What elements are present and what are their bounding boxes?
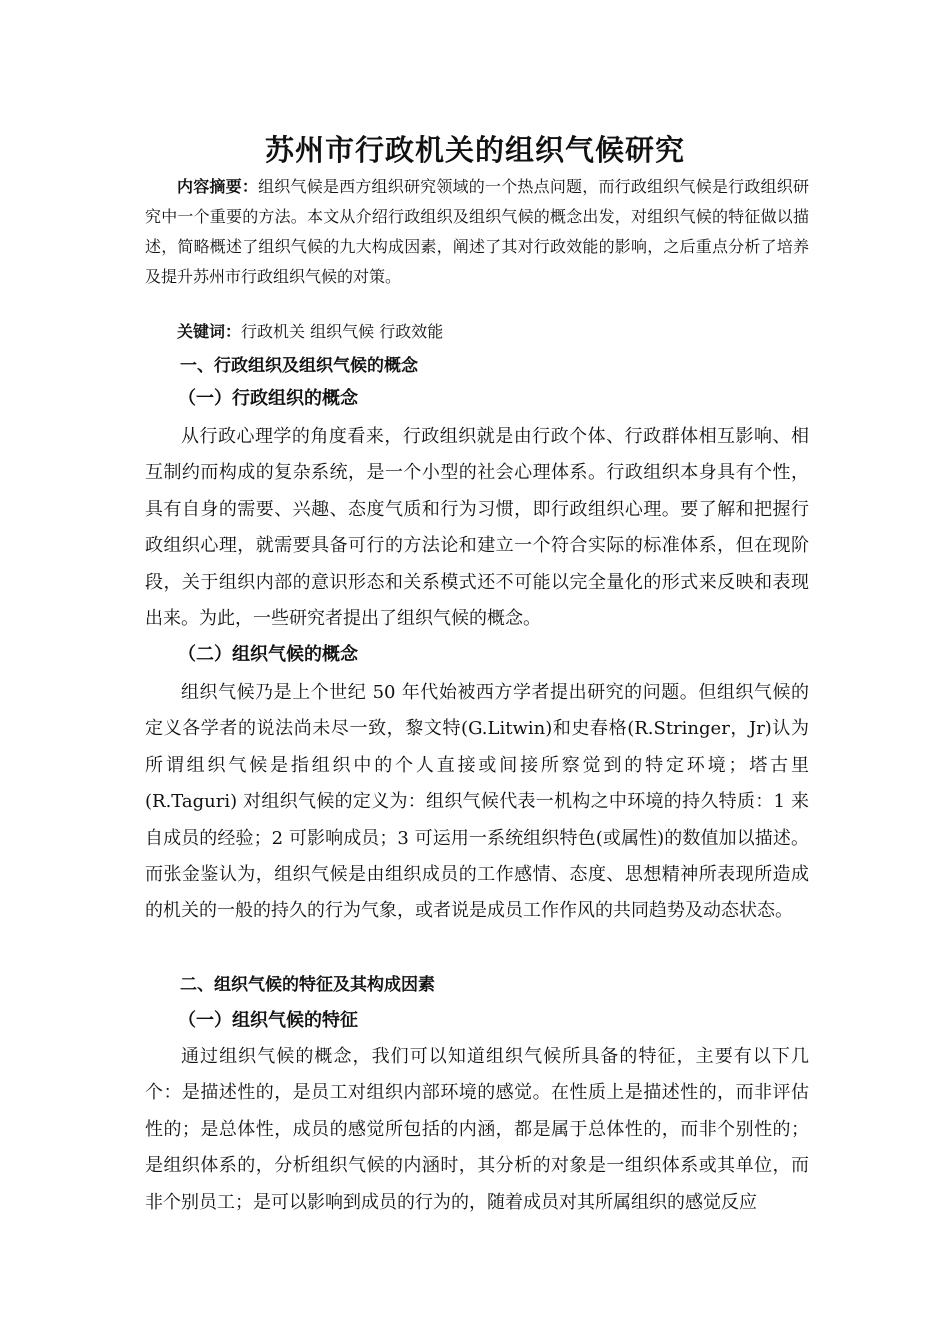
section-heading-2: 二、组织气候的特征及其构成因素 bbox=[180, 975, 435, 995]
abstract bbox=[145, 172, 809, 292]
keywords-label: 关键词： bbox=[177, 322, 242, 341]
document-title: 苏州市行政机关的组织气候研究 bbox=[264, 133, 685, 167]
subsection-heading-2-1: （一）组织气候的特征 bbox=[178, 1010, 358, 1031]
keywords bbox=[177, 318, 443, 346]
section-heading-1: 一、行政组织及组织气候的概念 bbox=[180, 356, 418, 376]
subsection-heading-1-1: （一）行政组织的概念 bbox=[178, 388, 358, 409]
subsection-heading-1-2: （二）组织气候的概念 bbox=[178, 644, 358, 665]
keywords-text: 行政机关 组织气候 行政效能 bbox=[241, 322, 444, 341]
paragraph-2-1: 通过组织气候的概念，我们可以知道组织气候所具备的特征，主要有以下几个：是描述性的，是员工对组织内部环境的感觉。在性质上是描述性的，而非评估性的；是总体性，成员的感觉所包括的内涵，都是属于总体性的，而非个别性的；是组织体系的，分析组织气候的内涵时，其分析的对象是一组织体系或其单位，而非个别员工；是可以影响到成员的行为的，随着成员对其所属组织的感觉反应 bbox=[145, 1046, 809, 1213]
paragraph-1-1: 从行政心理学的角度看来，行政组织就是由行政个体、行政群体相互影响、相互制约而构成的复杂系统，是一个小型的社会心理体系。行政组织本身具有个性，具有自身的需要、兴趣、态度气质和行为习惯，即行政组织心理。要了解和把握行政组织心理，就需要具备可行的方法论和建立一个符合实际的标准体系，但在现阶段，关于组织内部的意识形态和关系模式还不可能以完全量化的形式来反映和表现出来。为此，一些研究者提出了组织气候的概念。 bbox=[145, 426, 809, 630]
paragraph-1-2: 组织气候乃是上个世纪 50 年代始被西方学者提出研究的问题。但组织气候的定义各学者的说法尚未尽一致，黎文特(G.Litwin)和史春格(R.Stringer，Jr)认为 所谓组织气候是指组织中的个人直接或间接所察觉到的特定环境；塔古里(R.Taguri) 对组织气候的定义为：组织气候代表一机构之中环境的持久特质：1 来自成员的经验；2 可影响成员；3 可运用一系统组织特色(或属性)的数值加以描述。而张金鉴认为，组织气候是由组织成员的工作感情、态度、思想精神所表现所造成的机关的一般的持久的行为气象，或者说是成员工作作风的共同趋势及动态状态。 bbox=[145, 682, 809, 922]
abstract-label: 内容摘要： bbox=[177, 177, 259, 196]
abstract-text: 组织气候是西方组织研究领域的一个热点问题，而行政组织气候是行政组织研究中一个重要的方法。本文从介绍行政组织及组织气候的概念出发，对组织气候的特征做以描述，简略概述了组织气候的九大构成因素，阐述了其对行政效能的影响，之后重点分析了培养及提升苏州市行政组织气候的对策。 bbox=[145, 177, 809, 286]
